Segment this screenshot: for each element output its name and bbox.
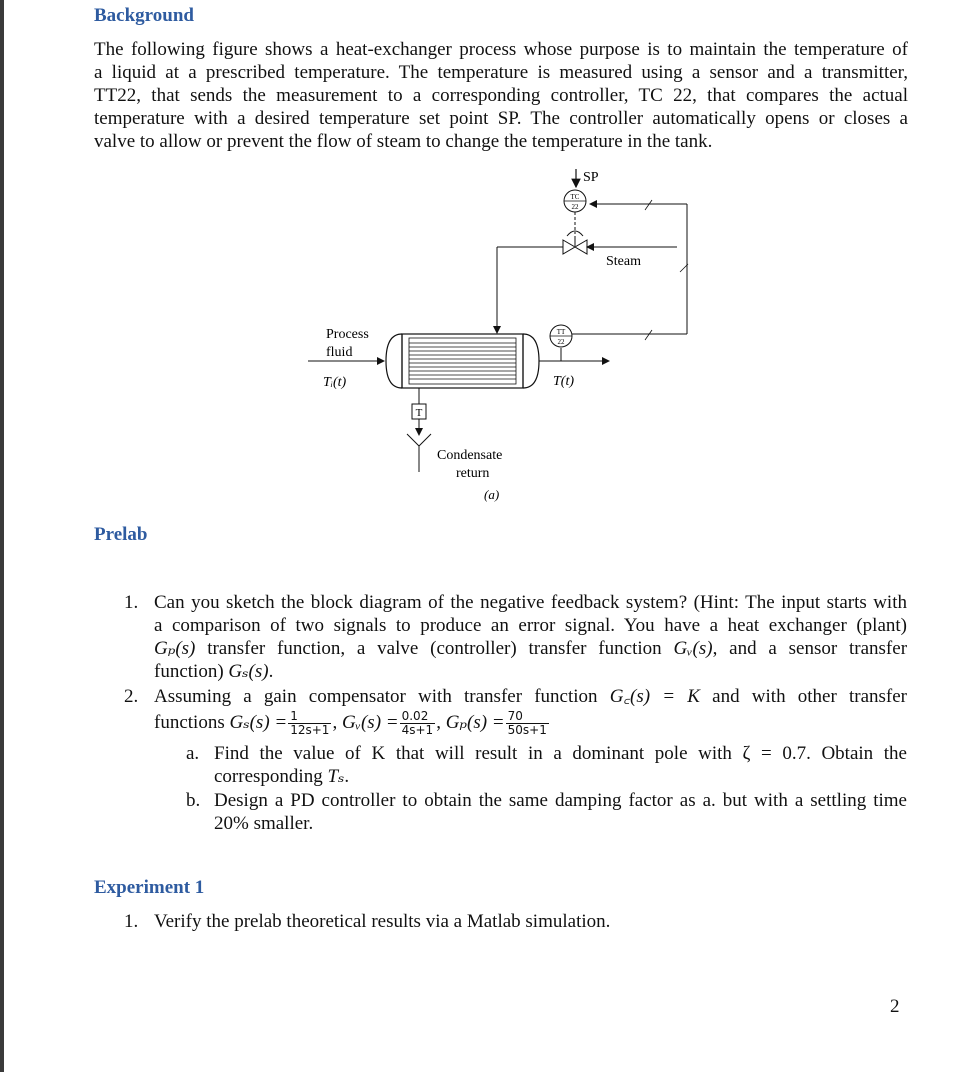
figure-caption: (a) — [484, 487, 500, 502]
prelab-q2b-text — [214, 789, 907, 835]
tt22-label-bottom: 22 — [557, 338, 565, 346]
background-line-3: TT22, that sends the measurement to a corresponding controller, TC 22, that compares the actual — [94, 85, 908, 106]
hx-shell — [402, 334, 523, 388]
ti-label: Tᵢ(t) — [323, 375, 347, 390]
prelab-q2a-text — [214, 742, 907, 788]
gc-equation: G꜀(s) = K — [609, 686, 700, 707]
background-paragraph — [94, 38, 908, 153]
page-number: 2 — [890, 996, 900, 1017]
prelab-q2b-label: b. — [186, 790, 201, 811]
background-line-4: temperature with a desired temperature set point SP. The controller automatically opens or closes a — [94, 108, 908, 129]
sp-label: SP — [583, 170, 599, 185]
prelab-q2-line-1: Assuming a gain compensator with transfer function G꜀(s) = K and with other transfer — [154, 686, 908, 707]
prelab-q1-line-1: Can you sketch the block diagram of the negative feedback system? (Hint: The input starts with — [154, 592, 907, 613]
ts-symbol: Tₛ — [327, 766, 345, 787]
experiment-q1-text: Verify the prelab theoretical results via a Matlab simulation. — [154, 911, 611, 932]
gv-fraction: $\frac{0.02}{4s+1}$ — [401, 709, 434, 738]
background-heading: Background — [94, 5, 194, 26]
page-left-edge — [0, 0, 4, 1072]
valve-right — [575, 240, 587, 254]
condensate-label-2: return — [456, 466, 490, 481]
gp-fraction: $\frac{70}{50s+1}$ — [507, 709, 547, 738]
t-label: T(t) — [553, 374, 574, 389]
gp-lhs: Gₚ(s) = — [445, 712, 505, 733]
gv-symbol: Gᵥ(s) — [673, 638, 713, 659]
process-fluid-label-2: fluid — [326, 345, 353, 360]
background-line-5: valve to allow or prevent the flow of steam to change the temperature in the tank. — [94, 131, 713, 152]
prelab-heading: Prelab — [94, 524, 148, 545]
gs-fraction: $\frac{1}{12s+1}$ — [290, 709, 330, 738]
background-line-2: a liquid at a prescribed temperature. The temperature is measured using a sensor and a transmitter, — [94, 62, 908, 83]
experiment-q1-number: 1. — [124, 911, 139, 932]
process-fluid-label-1: Process — [326, 327, 369, 342]
gv-lhs: Gᵥ(s) = — [341, 712, 399, 733]
prelab-q1-number: 1. — [124, 592, 139, 613]
steam-label: Steam — [606, 254, 641, 269]
prelab-q2a-line-1: Find the value of K that will result in a dominant pole with ζ = 0.7. Obtain the — [214, 743, 907, 764]
experiment-heading: Experiment 1 — [94, 877, 205, 898]
tc22-label-top: TC — [570, 193, 580, 201]
prelab-q2b-line-1: Design a PD controller to obtain the same damping factor as a. but with a settling time — [214, 790, 907, 811]
gs-lhs: Gₛ(s) = — [229, 712, 288, 733]
prelab-q1-line-4: function) Gₛ(s). — [154, 661, 274, 682]
background-line-1: The following figure shows a heat-exchanger process whose purpose is to maintain the temperature of — [94, 39, 908, 60]
prelab-q1-line-3: Gₚ(s) transfer function, a valve (controller) transfer function Gᵥ(s), and a sensor transfer — [154, 638, 908, 659]
condensate-label-1: Condensate — [437, 448, 503, 463]
prelab-q1-line-2: a comparison of two signals to produce an error signal. You have a heat exchanger (plant) — [154, 615, 907, 636]
prelab-q2b-line-2: 20% smaller. — [214, 813, 314, 834]
prelab-q2-functions-line: functions Gₛ(s) = $\frac{1}{12s+1}$ , Gᵥ(s) = $\frac{0.02}{4s+1}$ , Gₚ(s) = $\frac{70}{50s+1}$ — [154, 709, 547, 738]
tc22-label-bottom: 22 — [571, 203, 579, 211]
hx-right-head — [523, 334, 539, 388]
prelab-q1-text — [154, 591, 907, 683]
prelab-q2-number: 2. — [124, 686, 139, 707]
trap-label: T — [415, 407, 423, 419]
heat-exchanger-figure — [300, 160, 720, 510]
prelab-q2a-line-2: corresponding Tₛ. — [214, 766, 350, 787]
tt22-label-top: TT — [556, 328, 566, 336]
gp-symbol: Gₚ(s) — [154, 638, 196, 659]
hx-left-head — [386, 334, 402, 388]
valve-left — [563, 240, 575, 254]
prelab-q2a-label: a. — [186, 743, 200, 764]
gs-symbol: Gₛ(s) — [228, 661, 269, 682]
